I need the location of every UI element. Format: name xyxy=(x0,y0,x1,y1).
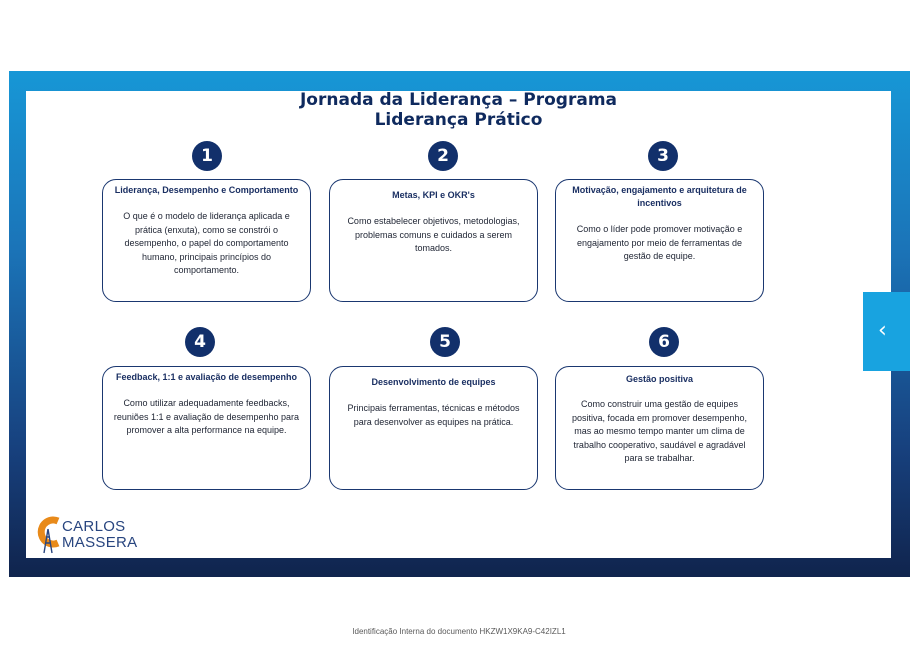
module-5-title: Desenvolvimento de equipes xyxy=(371,377,496,387)
logo-line1: CARLOS xyxy=(62,518,126,535)
module-3-title: Motivação, engajamento e arquitetura de incentivos xyxy=(572,185,747,208)
chevron-left-icon: ‹ xyxy=(878,318,887,343)
slide-title-line2: Liderança Prático xyxy=(374,110,543,130)
module-4-card xyxy=(102,366,311,490)
module-1-number: 1 xyxy=(192,141,222,171)
module-6-body: Como construir uma gestão de equipes positiva, focada em promover desempenho, mas ao mesmo tempo manter um clima de trabalho cooperativo, saudável e agradável para se trabalhar. xyxy=(571,399,748,463)
module-2-body: Como estabelecer objetivos, metodologias, problemas comuns e cuidados a serem tomados. xyxy=(347,216,520,253)
previous-slide-tab[interactable] xyxy=(863,292,910,371)
slide-title xyxy=(26,90,891,130)
module-2-title: Metas, KPI e OKR's xyxy=(392,190,475,200)
module-3-body: Como o líder pode promover motivação e engajamento por meio de ferramentas de gestão de equipe. xyxy=(576,224,743,261)
module-6-number: 6 xyxy=(649,327,679,357)
module-4-number: 4 xyxy=(185,327,215,357)
module-1-body: O que é o modelo de liderança aplicada e prática (enxuta), como se constrói o desempenho, o papel do comportamento humano, principais princípios do comportamento. xyxy=(123,211,290,275)
module-6-title: Gestão positiva xyxy=(625,374,694,384)
module-6-card xyxy=(555,366,764,490)
logo-line2: MASSERA xyxy=(62,534,138,551)
company-logo xyxy=(34,515,154,555)
logo-mark-icon xyxy=(34,515,64,555)
slide-title-line1: Jornada da Liderança – Programa xyxy=(299,90,617,110)
module-3-number: 3 xyxy=(648,141,678,171)
module-2-card xyxy=(329,179,538,302)
slide xyxy=(26,91,891,558)
module-5-body: Principais ferramentas, técnicas e métodos para desenvolver as equipes na prática. xyxy=(347,403,520,427)
module-2-number: 2 xyxy=(428,141,458,171)
logo-text xyxy=(62,519,137,551)
document-id-footer: Identificação Interna do documento HKZW1X9KA9-C42IZL1 xyxy=(352,627,566,636)
module-5-number: 5 xyxy=(430,327,460,357)
module-4-body: Como utilizar adequadamente feedbacks, reuniões 1:1 e avaliação de desempenho para promover a alta performance na equipe. xyxy=(113,398,300,435)
module-3-card xyxy=(555,179,764,302)
module-1-title: Liderança, Desempenho e Comportamento xyxy=(114,185,299,195)
module-4-title: Feedback, 1:1 e avaliação de desempenho xyxy=(115,372,298,382)
module-1-card xyxy=(102,179,311,302)
module-5-card xyxy=(329,366,538,490)
